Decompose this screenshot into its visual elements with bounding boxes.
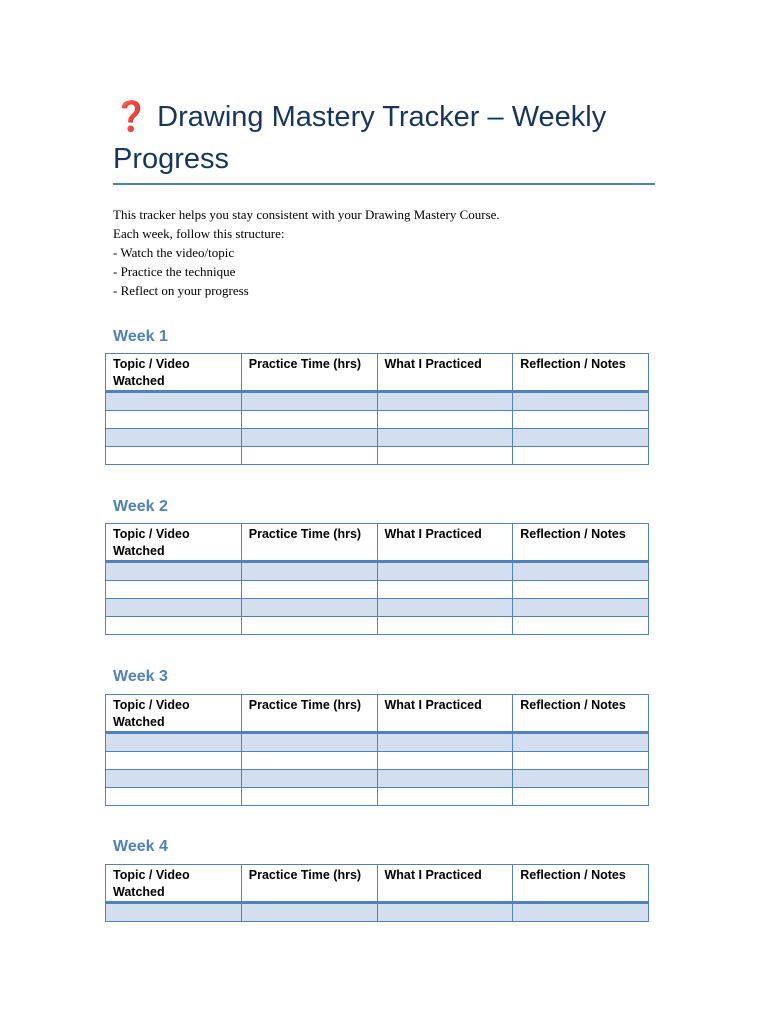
week-heading: Week 4 <box>113 838 168 855</box>
table-cell[interactable] <box>241 447 377 465</box>
table-cell[interactable] <box>106 429 242 447</box>
table-header-row <box>106 865 649 903</box>
table-cell[interactable] <box>241 617 377 635</box>
table-cell[interactable] <box>241 392 377 411</box>
week-heading: Week 3 <box>113 668 168 685</box>
column-header: Topic / Video Watched <box>106 695 242 733</box>
table-cell[interactable] <box>513 752 649 770</box>
week-table <box>105 523 649 635</box>
table-cell[interactable] <box>513 392 649 411</box>
table-cell[interactable] <box>513 562 649 581</box>
table-cell[interactable] <box>513 411 649 429</box>
week-table <box>105 353 649 465</box>
table-cell[interactable] <box>106 733 242 752</box>
column-header: Practice Time (hrs) <box>241 865 377 903</box>
document-page <box>113 96 655 300</box>
table-cell[interactable] <box>513 903 649 922</box>
table-cell[interactable] <box>513 770 649 788</box>
table-row <box>106 903 649 922</box>
table-cell[interactable] <box>377 411 513 429</box>
table-cell[interactable] <box>106 617 242 635</box>
column-header: What I Practiced <box>377 865 513 903</box>
table-row <box>106 752 649 770</box>
week-table <box>105 864 649 922</box>
table-cell[interactable] <box>241 903 377 922</box>
column-header: Topic / Video Watched <box>106 524 242 562</box>
table-cell[interactable] <box>513 599 649 617</box>
column-header: Reflection / Notes <box>513 354 649 392</box>
week-heading: Week 1 <box>113 328 168 345</box>
table-row <box>106 617 649 635</box>
page-title: ❓ Drawing Mastery Tracker – Weekly Progress <box>113 101 607 175</box>
table-row <box>106 429 649 447</box>
table-cell[interactable] <box>106 392 242 411</box>
table-row <box>106 392 649 411</box>
table-row <box>106 599 649 617</box>
table-cell[interactable] <box>106 562 242 581</box>
table-cell[interactable] <box>377 903 513 922</box>
table-header-row <box>106 354 649 392</box>
intro-line: Each week, follow this structure: <box>113 226 285 241</box>
table-cell[interactable] <box>513 581 649 599</box>
table-cell[interactable] <box>106 447 242 465</box>
table-cell[interactable] <box>106 752 242 770</box>
table-cell[interactable] <box>241 733 377 752</box>
title-divider <box>113 183 655 185</box>
table-cell[interactable] <box>377 752 513 770</box>
intro-paragraph <box>113 205 655 300</box>
table-row <box>106 447 649 465</box>
table-cell[interactable] <box>106 788 242 806</box>
column-header: What I Practiced <box>377 524 513 562</box>
table-cell[interactable] <box>106 411 242 429</box>
column-header: Reflection / Notes <box>513 865 649 903</box>
table-cell[interactable] <box>241 562 377 581</box>
column-header: What I Practiced <box>377 695 513 733</box>
column-header: Reflection / Notes <box>513 524 649 562</box>
table-cell[interactable] <box>241 429 377 447</box>
column-header: Practice Time (hrs) <box>241 695 377 733</box>
table-cell[interactable] <box>106 903 242 922</box>
intro-line: - Watch the video/topic <box>113 245 235 260</box>
table-cell[interactable] <box>377 733 513 752</box>
table-row <box>106 733 649 752</box>
table-cell[interactable] <box>377 581 513 599</box>
intro-line: - Practice the technique <box>113 264 236 279</box>
week-heading: Week 2 <box>113 498 168 515</box>
table-cell[interactable] <box>377 562 513 581</box>
column-header: Reflection / Notes <box>513 695 649 733</box>
table-row <box>106 788 649 806</box>
table-cell[interactable] <box>377 770 513 788</box>
intro-line: This tracker helps you stay consistent with your Drawing Mastery Course. <box>113 207 500 222</box>
table-header-row <box>106 695 649 733</box>
table-cell[interactable] <box>513 788 649 806</box>
column-header: Practice Time (hrs) <box>241 524 377 562</box>
table-cell[interactable] <box>241 581 377 599</box>
table-cell[interactable] <box>241 411 377 429</box>
table-cell[interactable] <box>241 788 377 806</box>
table-row <box>106 581 649 599</box>
table-cell[interactable] <box>377 617 513 635</box>
week-table <box>105 694 649 806</box>
table-cell[interactable] <box>513 429 649 447</box>
column-header: Topic / Video Watched <box>106 865 242 903</box>
table-cell[interactable] <box>377 429 513 447</box>
table-header-row <box>106 524 649 562</box>
table-row <box>106 770 649 788</box>
table-cell[interactable] <box>106 599 242 617</box>
table-cell[interactable] <box>377 447 513 465</box>
table-row <box>106 562 649 581</box>
table-cell[interactable] <box>513 733 649 752</box>
table-cell[interactable] <box>377 788 513 806</box>
table-row <box>106 411 649 429</box>
column-header: Topic / Video Watched <box>106 354 242 392</box>
table-cell[interactable] <box>513 447 649 465</box>
table-cell[interactable] <box>377 392 513 411</box>
table-cell[interactable] <box>377 599 513 617</box>
table-cell[interactable] <box>241 599 377 617</box>
table-cell[interactable] <box>241 770 377 788</box>
table-cell[interactable] <box>106 581 242 599</box>
table-cell[interactable] <box>241 752 377 770</box>
column-header: Practice Time (hrs) <box>241 354 377 392</box>
table-cell[interactable] <box>513 617 649 635</box>
intro-line: - Reflect on your progress <box>113 283 249 298</box>
table-cell[interactable] <box>106 770 242 788</box>
column-header: What I Practiced <box>377 354 513 392</box>
